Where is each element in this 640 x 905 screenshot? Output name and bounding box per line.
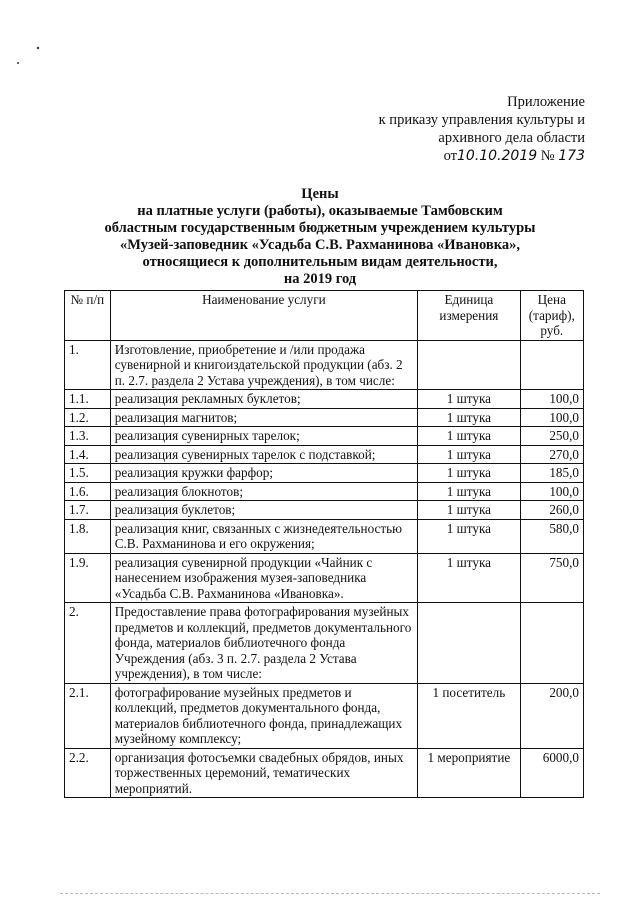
date-prefix: от <box>443 148 457 164</box>
row-unit: 1 штука <box>418 464 520 483</box>
table-row <box>65 482 584 501</box>
row-name: Изготовление, приобретение и /или продажа сувенирной и книгоиздательской продукции (абз. 2 п. 2.7. раздела 2 Устава учреждения), в том числе: <box>110 340 417 390</box>
annex-department-line: архивного дела области <box>438 130 585 146</box>
annex-header <box>379 93 585 165</box>
row-name: организация фотосъемки свадебных обрядов, иных торжественных церемоний, тематических мероприятий. <box>110 748 417 798</box>
table-row <box>65 683 584 748</box>
row-price: 250,0 <box>520 427 583 446</box>
row-name: реализация сувенирной продукции «Чайник с нанесением изображения музея-заповедника «Усадьба С.В. Рахманинова «Ивановка». <box>110 553 417 603</box>
row-price <box>520 340 583 390</box>
row-num: 1.8. <box>65 519 111 553</box>
row-name: реализация книг, связанных с жизнедеятельностью С.В. Рахманинова и его окружения; <box>110 519 417 553</box>
row-name: реализация сувенирных тарелок; <box>110 427 417 446</box>
row-price: 6000,0 <box>520 748 583 798</box>
row-num: 1.4. <box>65 445 111 464</box>
row-num: 2.2. <box>65 748 111 798</box>
table-row <box>65 501 584 520</box>
row-price: 100,0 <box>520 408 583 427</box>
annex-date-line <box>379 147 585 165</box>
annex-order-line: к приказу управления культуры и <box>378 112 585 128</box>
row-num: 1. <box>65 340 111 390</box>
row-name: реализация буклетов; <box>110 501 417 520</box>
scan-bottom-edge <box>60 893 600 897</box>
table-row <box>65 390 584 409</box>
row-name: реализация рекламных буклетов; <box>110 390 417 409</box>
title-line-5: относящиеся к дополнительным видам деятельности, <box>142 254 498 270</box>
row-unit: 1 штука <box>418 390 520 409</box>
table-header-row <box>65 291 584 341</box>
row-name: реализация магнитов; <box>110 408 417 427</box>
row-unit: 1 штука <box>418 519 520 553</box>
row-num: 1.2. <box>65 408 111 427</box>
title-line-6: на 2019 год <box>283 271 357 287</box>
row-price: 100,0 <box>520 482 583 501</box>
row-price: 200,0 <box>520 683 583 748</box>
table-row <box>65 519 584 553</box>
table-row <box>65 748 584 798</box>
row-num: 1.3. <box>65 427 111 446</box>
row-unit: 1 штука <box>418 482 520 501</box>
table-row <box>65 464 584 483</box>
row-price <box>520 603 583 684</box>
row-price: 580,0 <box>520 519 583 553</box>
table-row <box>65 340 584 390</box>
row-num: 1.9. <box>65 553 111 603</box>
row-num: 2. <box>65 603 111 684</box>
handwritten-date: 10.10.2019 <box>457 148 538 164</box>
table-row <box>65 553 584 603</box>
row-unit <box>418 603 520 684</box>
row-unit: 1 мероприятие <box>418 748 520 798</box>
row-unit <box>418 340 520 390</box>
table-row <box>65 408 584 427</box>
row-price: 100,0 <box>520 390 583 409</box>
row-num: 1.1. <box>65 390 111 409</box>
row-num: 1.7. <box>65 501 111 520</box>
row-price: 260,0 <box>520 501 583 520</box>
row-unit: 1 штука <box>418 501 520 520</box>
row-unit: 1 штука <box>418 427 520 446</box>
title-line-3: областным государственным бюджетным учреждением культуры <box>104 220 536 236</box>
row-unit: 1 посетитель <box>418 683 520 748</box>
title-line-1: Цены <box>301 186 339 202</box>
row-unit: 1 штука <box>418 553 520 603</box>
title-line-4: «Музей-заповедник «Усадьба С.В. Рахманинова «Ивановка», <box>120 237 520 253</box>
row-name: Предоставление права фотографирования музейных предметов и коллекций, предметов документального фонда, материалов библиотечного фонда Учреждения (абз. 3 п. 2.7. раздела 2 Устава учреждения), в том числе: <box>110 603 417 684</box>
row-price: 185,0 <box>520 464 583 483</box>
header-name: Наименование услуги <box>110 291 417 341</box>
row-name: реализация сувенирных тарелок с подставкой; <box>110 445 417 464</box>
handwritten-number: 173 <box>558 148 585 164</box>
header-unit: Единица измерения <box>418 291 520 341</box>
row-unit: 1 штука <box>418 408 520 427</box>
scan-speck <box>17 62 19 64</box>
annex-title: Приложение <box>507 94 585 110</box>
row-num: 1.6. <box>65 482 111 501</box>
row-price: 750,0 <box>520 553 583 603</box>
row-name: реализация кружки фарфор; <box>110 464 417 483</box>
scan-speck <box>37 47 39 49</box>
row-price: 270,0 <box>520 445 583 464</box>
table-row <box>65 445 584 464</box>
row-num: 1.5. <box>65 464 111 483</box>
services-price-table <box>64 290 584 798</box>
row-unit: 1 штука <box>418 445 520 464</box>
document-title <box>60 186 580 288</box>
header-num: № п/п <box>65 291 111 341</box>
row-name: реализация блокнотов; <box>110 482 417 501</box>
number-prefix: № <box>540 148 555 164</box>
row-name: фотографирование музейных предметов и коллекций, предметов документального фонда, материалов библиотечного фонда, принадлежащих музейному комплексу; <box>110 683 417 748</box>
row-num: 2.1. <box>65 683 111 748</box>
table-row <box>65 427 584 446</box>
table-row <box>65 603 584 684</box>
header-price: Цена (тариф), руб. <box>520 291 583 341</box>
title-line-2: на платные услуги (работы), оказываемые Тамбовским <box>137 203 503 219</box>
